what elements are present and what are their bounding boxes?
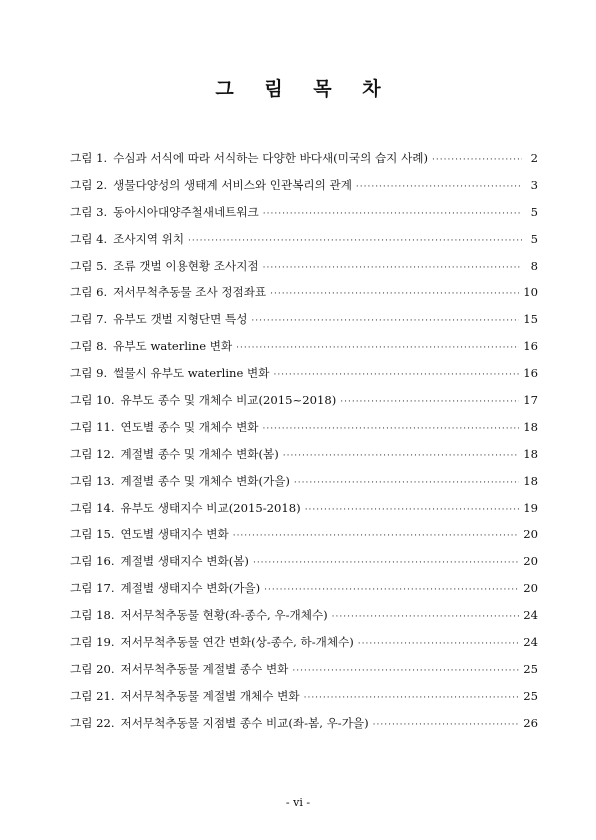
toc-entry[interactable] [70, 338, 538, 365]
toc-entry[interactable] [70, 715, 538, 742]
toc-entry[interactable] [70, 311, 538, 338]
page-number: 15 [523, 312, 538, 327]
page-number: 2 [530, 151, 538, 165]
toc-entry[interactable] [70, 231, 538, 258]
dot-leader [373, 720, 520, 730]
figure-number: 그림 3. [70, 204, 108, 219]
figure-caption: 저서무척추동물 연간 변화(상-종수, 하-개체수) [120, 635, 354, 650]
figure-caption: 계절별 종수 및 개체수 변화(봄) [120, 446, 279, 461]
page-number: 24 [523, 608, 538, 623]
page-title: 그 림 목 차 [215, 78, 393, 100]
figure-number: 그림 7. [70, 312, 108, 327]
dot-leader [292, 666, 519, 676]
dot-leader [305, 505, 520, 515]
figure-number: 그림 5. [70, 258, 108, 273]
dot-leader [233, 531, 520, 541]
dot-leader [304, 693, 520, 703]
figure-number: 그림 12. [70, 446, 115, 461]
figure-caption: 저서무척추동물 조사 정점좌표 [113, 285, 267, 300]
figure-caption: 연도별 생태지수 변화 [120, 527, 229, 542]
dot-leader [294, 478, 519, 488]
figure-number: 그림 2. [70, 177, 108, 192]
page-number: 20 [523, 554, 538, 569]
toc-entry[interactable] [70, 284, 538, 311]
figure-caption: 동아시아대양주철새네트워크 [113, 204, 259, 219]
page-number: 5 [530, 204, 538, 219]
dot-leader [273, 370, 519, 380]
page-number: 25 [523, 661, 538, 676]
figure-caption: 수심과 서식에 따라 서식하는 다양한 바다새(미국의 습지 사례) [113, 151, 428, 165]
figure-number: 그림 9. [70, 366, 108, 381]
page-number: 16 [523, 366, 538, 381]
dot-leader [332, 612, 520, 622]
figure-number: 그림 20. [70, 661, 115, 676]
figure-caption: 저서무척추동물 계절별 종수 변화 [120, 661, 289, 676]
dot-leader [356, 182, 522, 192]
figure-number: 그림 1. [70, 151, 108, 165]
toc-entry[interactable] [70, 150, 538, 177]
figure-caption: 유부도 갯벌 지형단면 특성 [113, 312, 248, 327]
figure-number: 그림 13. [70, 473, 115, 488]
figure-caption: 저서무척추동물 계절별 개체수 변화 [120, 688, 300, 703]
figure-caption: 조류 갯벌 이용현황 조사지점 [113, 258, 259, 273]
page-number: 25 [523, 688, 538, 703]
toc-entry[interactable] [70, 258, 538, 285]
figure-caption: 생물다양성의 생태계 서비스와 인관복리의 관계 [113, 177, 352, 192]
toc-entry[interactable] [70, 473, 538, 500]
figure-caption: 계절별 생태지수 변화(가을) [120, 581, 261, 596]
figure-number: 그림 8. [70, 339, 108, 354]
figure-caption: 계절별 생태지수 변화(봄) [120, 554, 249, 569]
figure-number: 그림 6. [70, 285, 108, 300]
toc-entry[interactable] [70, 177, 538, 204]
figure-number: 그림 18. [70, 608, 115, 623]
figure-number: 그림 22. [70, 715, 115, 730]
page-number: 5 [530, 231, 538, 246]
figure-number: 그림 17. [70, 581, 115, 596]
page-number: 24 [523, 635, 538, 650]
toc-entry[interactable] [70, 365, 538, 392]
page-number: 26 [523, 715, 538, 730]
figure-caption: 저서무척추동물 현황(좌-종수, 우-개체수) [120, 608, 328, 623]
figure-number: 그림 15. [70, 527, 115, 542]
figure-number: 그림 19. [70, 635, 115, 650]
dot-leader [251, 316, 519, 326]
dot-leader [264, 585, 519, 595]
figure-number: 그림 16. [70, 554, 115, 569]
dot-leader [432, 155, 522, 165]
page-number-footer: - vi - [285, 796, 311, 809]
toc-entry[interactable] [70, 392, 538, 419]
figure-caption: 계절별 종수 및 개체수 변화(가을) [120, 473, 290, 488]
figure-caption: 썰물시 유부도 waterline 변화 [113, 366, 270, 381]
dot-leader [263, 209, 522, 219]
figure-caption: 유부도 생태지수 비교(2015-2018) [120, 500, 301, 515]
dot-leader [262, 424, 519, 434]
page-number: 18 [523, 446, 538, 461]
figure-number: 그림 11. [70, 419, 115, 434]
dot-leader [263, 263, 522, 273]
figure-caption: 저서무척추동물 지점별 종수 비교(좌-봄, 우-가을) [120, 715, 369, 730]
page-number: 19 [523, 500, 538, 515]
toc-entry[interactable] [70, 526, 538, 553]
dot-leader [358, 639, 519, 649]
dot-leader [236, 343, 519, 353]
page-number: 10 [523, 285, 538, 300]
dot-leader [283, 451, 520, 461]
figure-number: 그림 21. [70, 688, 115, 703]
toc-entry[interactable] [70, 607, 538, 634]
dot-leader [340, 397, 519, 407]
page-number: 16 [523, 339, 538, 354]
page-number: 18 [523, 473, 538, 488]
toc-entry[interactable] [70, 688, 538, 715]
page-number: 8 [530, 258, 538, 273]
figure-number: 그림 14. [70, 500, 115, 515]
figure-number: 그림 4. [70, 231, 108, 246]
figure-caption: 조사지역 위치 [113, 231, 185, 246]
page-number: 18 [523, 419, 538, 434]
page-number: 17 [523, 393, 538, 408]
dot-leader [253, 558, 519, 568]
dot-leader [188, 236, 522, 246]
toc-entry[interactable] [70, 419, 538, 446]
figure-list [70, 150, 538, 742]
page-number: 20 [523, 527, 538, 542]
toc-entry[interactable] [70, 204, 538, 231]
toc-entry[interactable] [70, 446, 538, 473]
page-number: 3 [530, 177, 538, 192]
figure-caption: 유부도 종수 및 개체수 비교(2015~2018) [120, 393, 337, 408]
toc-entry[interactable] [70, 634, 538, 661]
toc-entry[interactable] [70, 661, 538, 688]
figure-caption: 연도별 종수 및 개체수 변화 [120, 419, 259, 434]
figure-caption: 유부도 waterline 변화 [113, 339, 233, 354]
figure-number: 그림 10. [70, 393, 115, 408]
dot-leader [270, 289, 519, 299]
page-number: 20 [523, 581, 538, 596]
toc-entry[interactable] [70, 500, 538, 527]
toc-entry[interactable] [70, 580, 538, 607]
toc-entry[interactable] [70, 553, 538, 580]
